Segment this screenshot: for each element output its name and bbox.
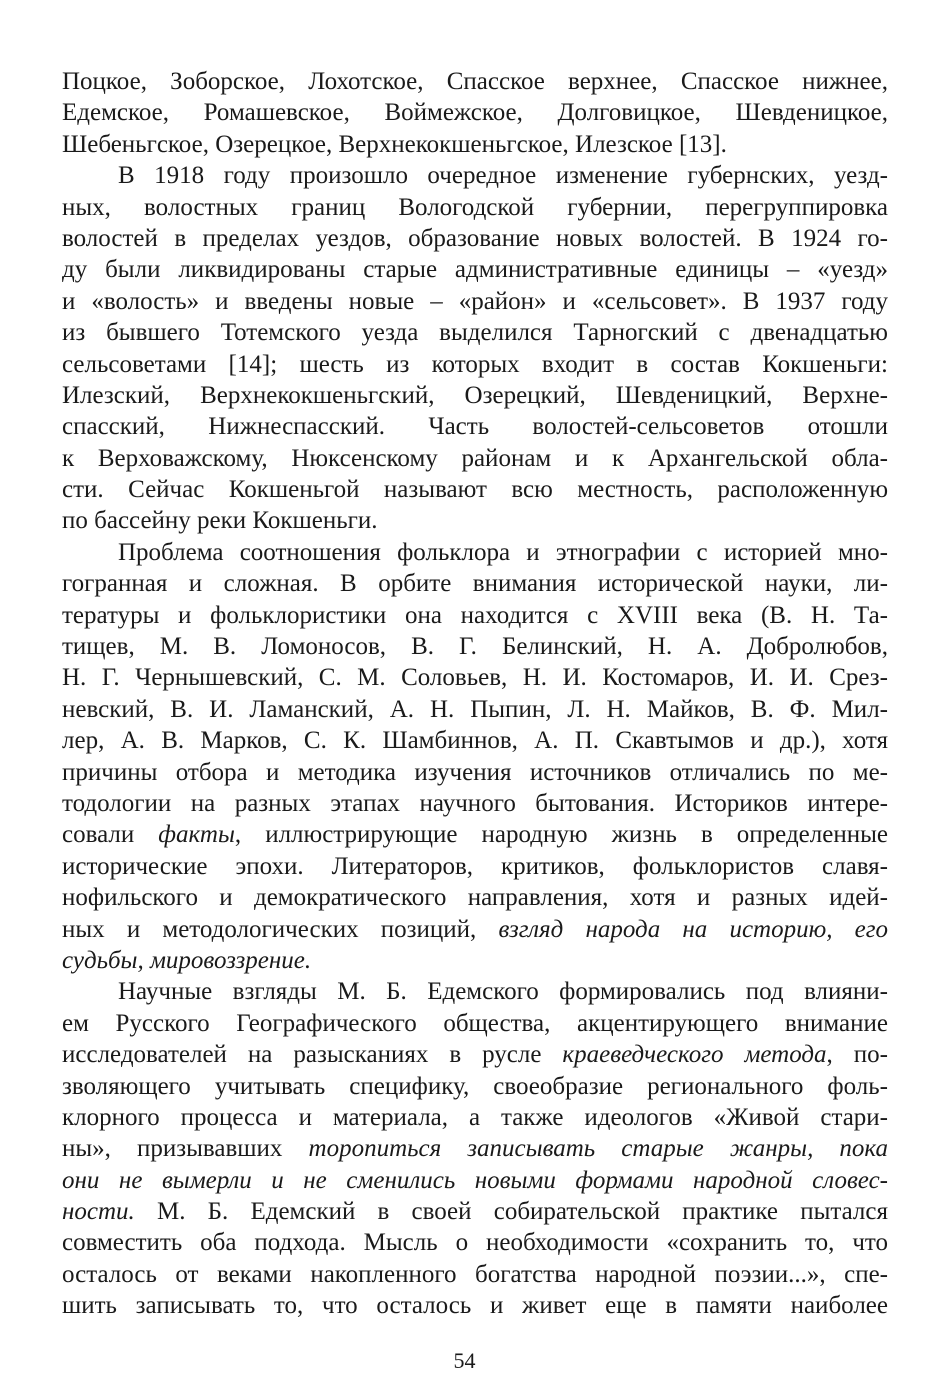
italic-text: судьбы, мировоззрение. (62, 946, 312, 974)
italic-text: краеведческого метода (562, 1041, 827, 1069)
text-line (62, 223, 888, 254)
text-line (62, 505, 888, 536)
text-segment: спасский, Нижнеспасский. Часть волостей-сельсоветов отошли (62, 413, 888, 441)
text-segment: лер, А. В. Марков, С. К. Шамбиннов, А. П. Скавтымов и др.), хотя (62, 727, 888, 755)
text-line (62, 694, 888, 725)
text-line (62, 66, 888, 97)
text-segment: Проблема соотношения фольклора и этнографии с историей мно- (118, 538, 888, 566)
text-segment: из бывшего Тотемского уезда выделился Тарногский с двенадцатью (62, 319, 888, 347)
text-line (62, 286, 888, 317)
text-line (62, 129, 888, 160)
paragraph (62, 160, 888, 537)
text-segment: совали (62, 821, 159, 849)
text-line (62, 443, 888, 474)
text-segment: клорного процесса и материала, а также идеологов «Живой стари- (62, 1103, 888, 1131)
text-line (62, 1259, 888, 1290)
text-line (62, 192, 888, 223)
paragraph (62, 537, 888, 976)
text-segment: тературы и фольклористики она находится с XVIII века (В. Н. Та- (62, 601, 888, 629)
text-segment: Научные взгляды М. Б. Едемского формировались под влияни- (118, 978, 888, 1006)
text-segment: , по- (826, 1041, 888, 1069)
text-segment: ны», призывавших (62, 1135, 309, 1163)
italic-text: взгляд народа на историю, его (498, 915, 888, 943)
text-segment: по бассейну реки Кокшеньги. (62, 507, 378, 535)
text-segment: исторические эпохи. Литераторов, критиков, фольклористов славя- (62, 852, 888, 880)
text-line (62, 411, 888, 442)
text-line (62, 160, 888, 191)
text-segment: Поцкое, Зоборское, Лохотское, Спасское верхнее, Спасское нижнее, (62, 68, 888, 95)
text-line (62, 1039, 888, 1070)
text-line (62, 1008, 888, 1039)
text-line (62, 662, 888, 693)
text-segment: тодологии на разных этапах научного бытования. Историков интере- (62, 789, 888, 817)
text-segment: невский, В. И. Ламанский, А. Н. Пыпин, Л. Н. Майков, В. Ф. Мил- (62, 695, 888, 723)
page-number: 54 (453, 1348, 476, 1373)
text-segment: осталось от веками накопленного богатства народной поэзии...», спе- (62, 1260, 888, 1288)
text-segment: , иллюстрирующие народную жизнь в определенные (234, 821, 888, 849)
text-segment: ных и методологических позиций, (62, 915, 499, 943)
text-line (62, 1196, 888, 1227)
text-segment: и «волость» и введены новые – «район» и «сельсовет». В 1937 году (62, 287, 888, 315)
italic-text: ности. (62, 1198, 135, 1226)
text-line (62, 631, 888, 662)
text-line (62, 474, 888, 505)
text-segment: Едемское, Ромашевское, Воймежское, Долговицкое, Шевденицкое, (62, 99, 888, 127)
text-line (62, 1227, 888, 1258)
paragraph (62, 976, 888, 1321)
text-line (62, 976, 888, 1007)
text-line (62, 1133, 888, 1164)
text-segment: нофильского и демократического направления, хотя и разных идей- (62, 884, 888, 912)
text-line (62, 1165, 888, 1196)
text-segment: Шебеньгское, Озерецкое, Верхнекокшеньгское, Илезское [13]. (62, 130, 727, 158)
text-segment: исследователей на разысканиях в русле (62, 1041, 563, 1069)
text-segment: сти. Сейчас Кокшеньгой называют всю местность, расположенную (62, 476, 888, 504)
text-segment: ем Русского Географического общества, акцентирующего внимание (62, 1009, 888, 1037)
text-line (62, 537, 888, 568)
text-line (62, 914, 888, 945)
text-line (62, 819, 888, 850)
italic-text: факты (158, 821, 235, 849)
text-line (62, 725, 888, 756)
paragraph (62, 66, 888, 160)
text-line (62, 317, 888, 348)
italic-text: торопиться записывать старые жанры, пока (308, 1135, 888, 1163)
italic-text: они не вымерли и не сменились новыми формами народной словес- (62, 1166, 888, 1194)
text-line (62, 1102, 888, 1133)
text-segment: В 1918 году произошло очередное изменение губернских, уезд- (118, 162, 888, 190)
text-line (62, 254, 888, 285)
text-line (62, 1290, 888, 1321)
text-line (62, 851, 888, 882)
text-segment: М. Б. Едемский в своей собирательской практике пытался (134, 1198, 888, 1226)
text-segment: шить записывать то, что осталось и живет еще в памяти наиболее (62, 1292, 888, 1320)
text-line (62, 945, 888, 976)
text-segment: зволяющего учитывать специфику, своеобразие регионального фоль- (62, 1072, 888, 1100)
text-line (62, 568, 888, 599)
text-line (62, 757, 888, 788)
text-segment: Илезский, Верхнекокшеньгский, Озерецкий, Шевденицкий, Верхне- (62, 381, 888, 409)
text-line (62, 1071, 888, 1102)
page-body-text (62, 66, 888, 1322)
text-line (62, 788, 888, 819)
text-line (62, 97, 888, 128)
text-line (62, 882, 888, 913)
text-segment: волостей в пределах уездов, образование новых волостей. В 1924 го- (62, 224, 888, 252)
text-segment: ных, волостных границ Вологодской губернии, перегруппировка (62, 193, 888, 221)
text-line (62, 380, 888, 411)
text-segment: тищев, М. В. Ломоносов, В. Г. Белинский, Н. А. Добролюбов, (62, 633, 888, 661)
text-segment: к Верховажскому, Нюксенскому районам и к Архангельской обла- (62, 444, 888, 472)
text-segment: сельсоветами [14]; шесть из которых входит в состав Кокшеньги: (62, 350, 888, 378)
text-line (62, 600, 888, 631)
text-segment: причины отбора и методика изучения источников отличались по ме- (62, 758, 888, 786)
text-segment: совместить оба подхода. Мысль о необходимости «сохранить то, что (62, 1229, 888, 1257)
text-segment: Н. Г. Чернышевский, С. М. Соловьев, Н. И. Костомаров, И. И. Срез- (62, 664, 888, 692)
text-line (62, 349, 888, 380)
text-segment: гогранная и сложная. В орбите внимания исторической науки, ли- (62, 570, 888, 598)
text-segment: ду были ликвидированы старые административные единицы – «уезд» (62, 256, 888, 284)
